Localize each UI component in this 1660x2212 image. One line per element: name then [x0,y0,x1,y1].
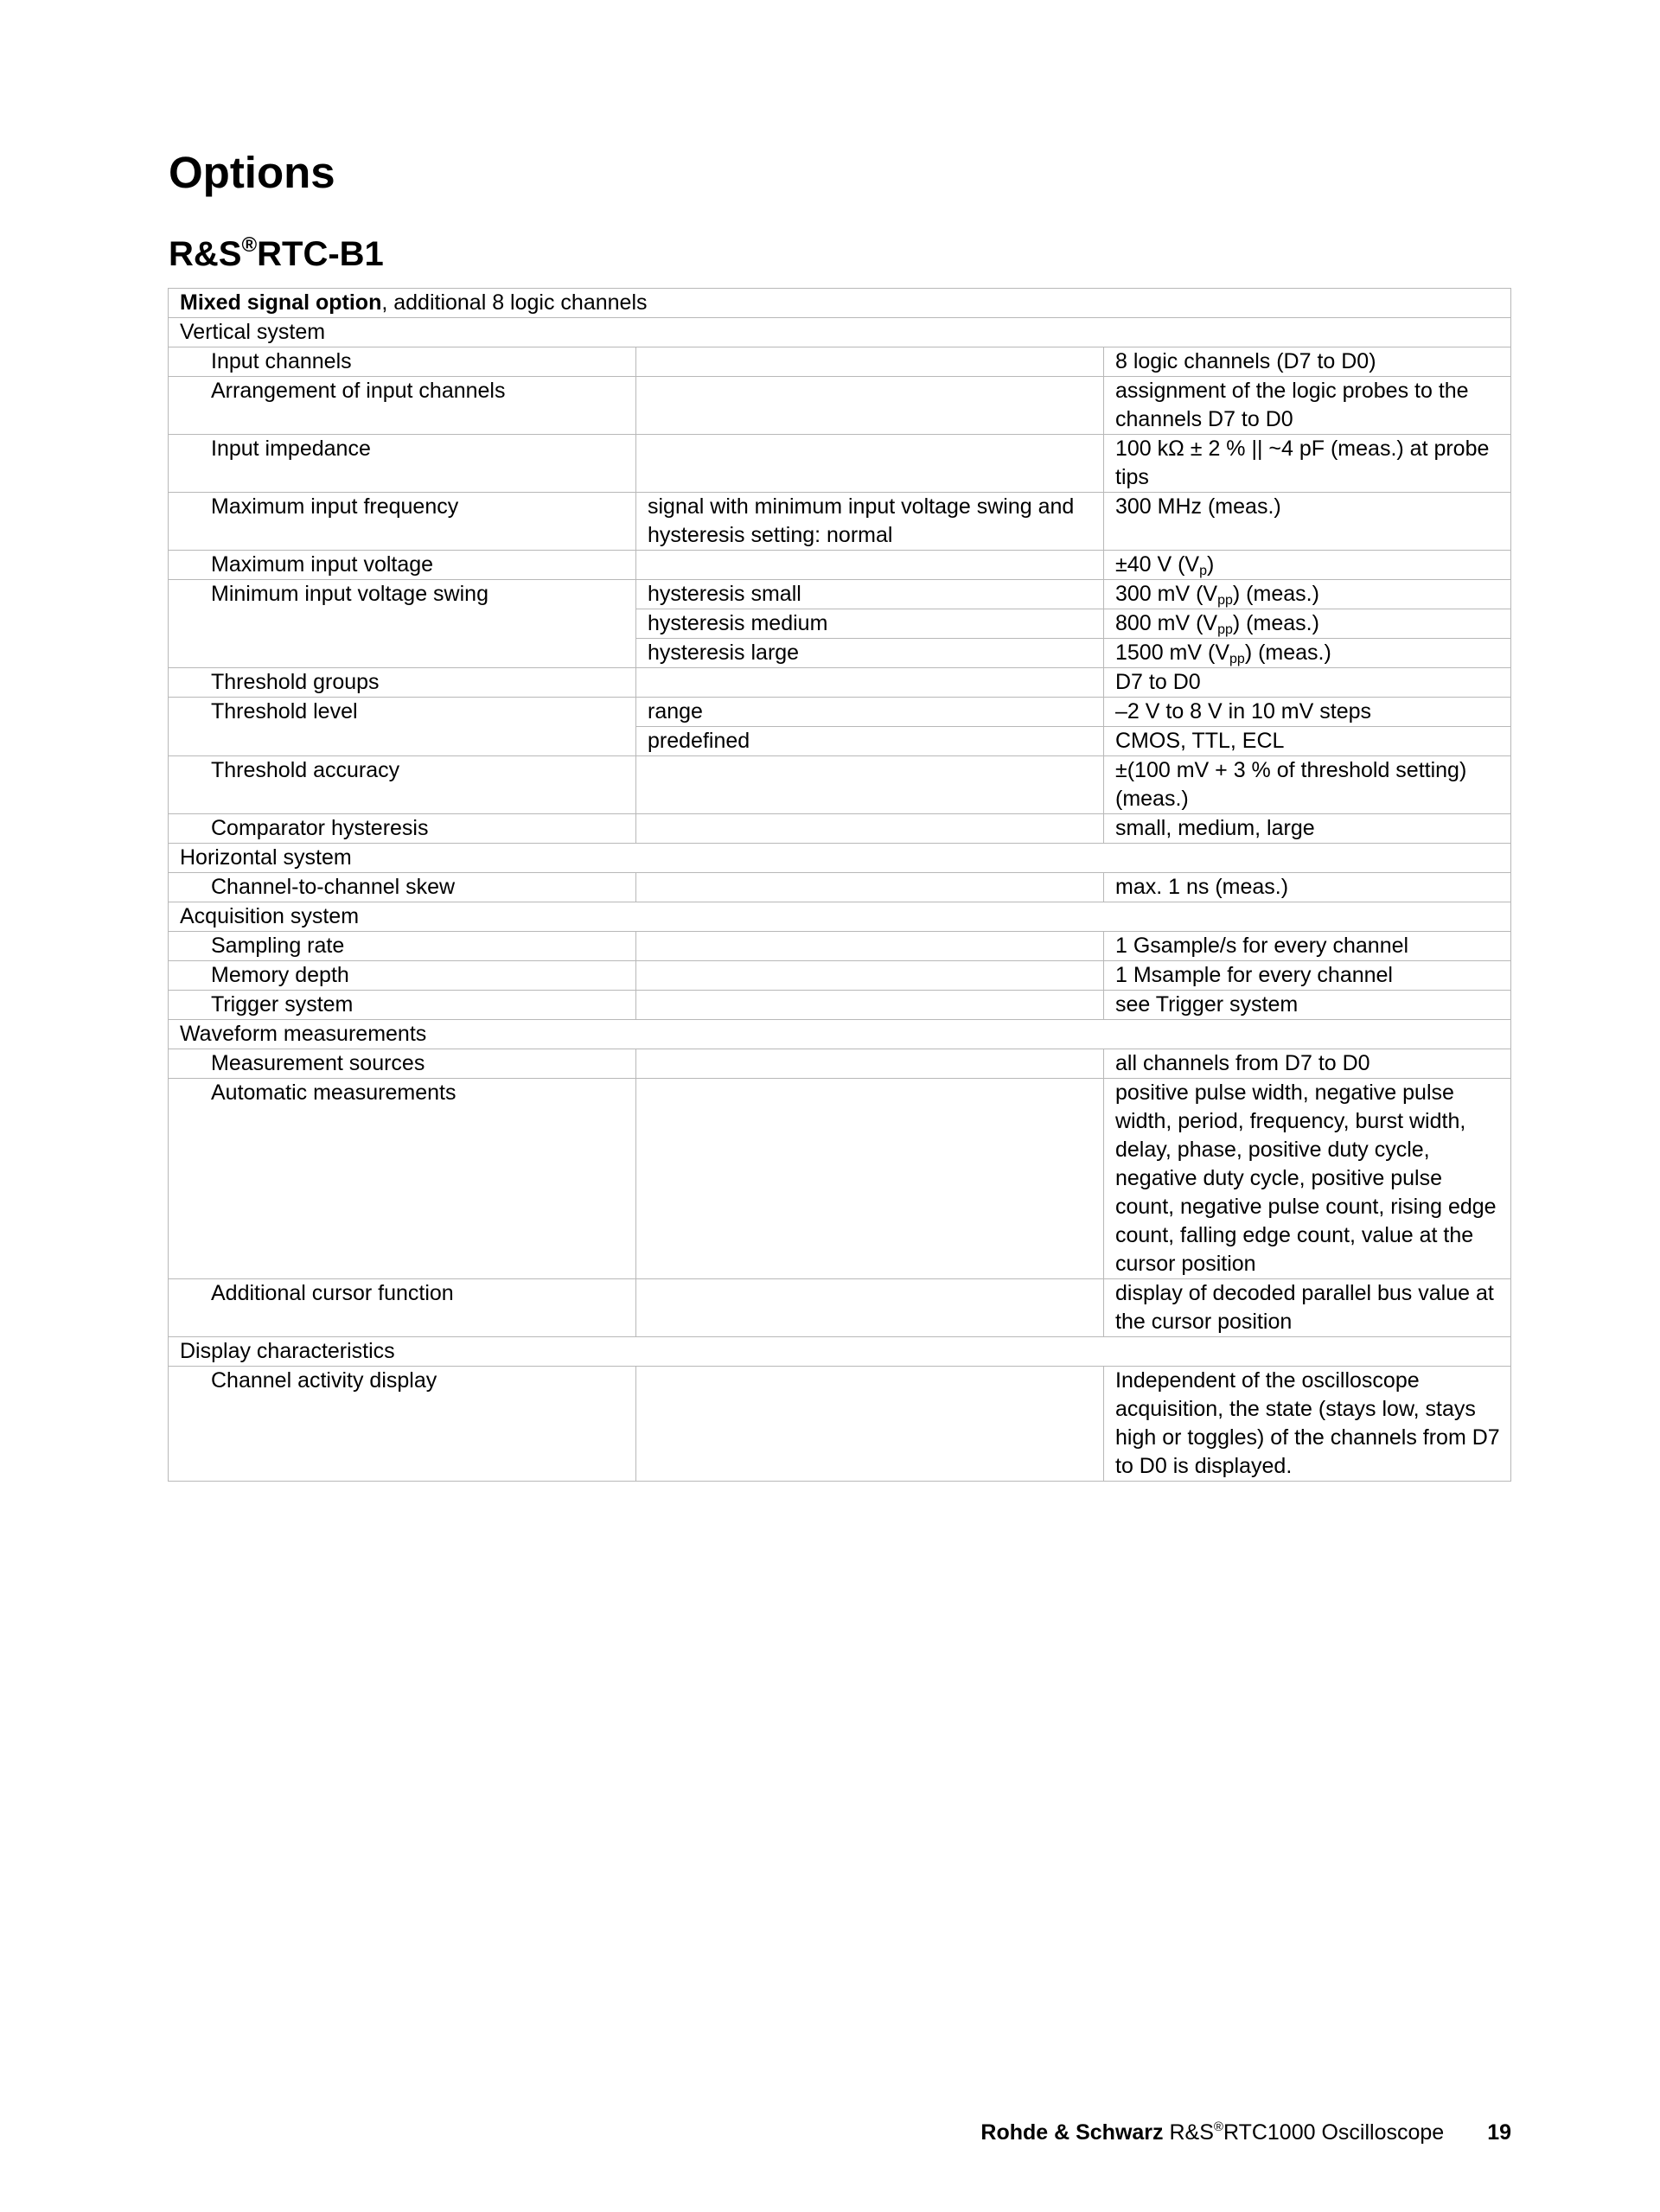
section-row: Horizontal system [169,844,1511,873]
table-row: Trigger system see Trigger system [169,991,1511,1020]
table-row: Measurement sources all channels from D7 to D0 [169,1049,1511,1079]
section-title: R&S®RTC-B1 [169,233,384,273]
section-row: Waveform measurements [169,1020,1511,1049]
table-row: Mixed signal option, additional 8 logic channels [169,289,1511,318]
page-title: Options [169,148,335,197]
table-row: predefined CMOS, TTL, ECL [169,727,1511,756]
section-row: Vertical system [169,318,1511,347]
option-name: Mixed signal option [180,290,382,315]
table-row: Channel-to-channel skew max. 1 ns (meas.) [169,873,1511,902]
table-row: Minimum input voltage swing hysteresis small 300 mV $(V_{pp})$ (meas.) [169,580,1511,609]
table-row: Threshold groups D7 to D0 [169,668,1511,698]
table-row: Threshold accuracy ±(100 mV + 3 % of threshold setting) (meas.) [169,756,1511,814]
table-row: Input channels 8 logic channels (D7 to D0) [169,347,1511,377]
table-row: Threshold level range –2 V to 8 V in 10 mV steps [169,698,1511,727]
table-row: Sampling rate 1 Gsample/s for every channel [169,932,1511,961]
table-row: Maximum input frequency signal with minimum input voltage swing and hysteresis setting: normal 300 MHz (meas.) [169,493,1511,551]
footer-brand: Rohde & Schwarz [980,2120,1164,2145]
page-footer: Rohde & Schwarz R&S®RTC1000 Oscilloscope 19 [980,2120,1511,2145]
page-number: 19 [1487,2120,1511,2145]
section-row: Acquisition system [169,902,1511,932]
table-row: Arrangement of input channels assignment of the logic probes to the channels D7 to D0 [169,377,1511,435]
section-row: Display characteristics [169,1337,1511,1367]
spec-table [168,288,1511,1482]
table-row: Channel activity display Independent of the oscilloscope acquisition, the state (stays low, stays high or toggles) of the channels from D7 to D0 is displayed. [169,1367,1511,1482]
table-row: Maximum input voltage ±40 V $(V_p)$ [169,551,1511,580]
table-row: hysteresis large 1500 mV $(V_{pp})$ (meas.) [169,639,1511,668]
table-row: Input impedance 100 kΩ ± 2 % || ~4 pF (meas.) at probe tips [169,435,1511,493]
table-row: Automatic measurements positive pulse width, negative pulse width, period, frequency, burst width, delay, phase, positive duty cycle, negative duty cycle, positive pulse count, negative pulse count, rising edge count, falling edge count, value at the cursor position [169,1079,1511,1279]
table-row: Additional cursor function display of decoded parallel bus value at the cursor position [169,1279,1511,1337]
table-row: Comparator hysteresis small, medium, large [169,814,1511,844]
table-row: hysteresis medium 800 mV $(V_{pp})$ (meas.) [169,609,1511,639]
table-row: Memory depth 1 Msample for every channel [169,961,1511,991]
